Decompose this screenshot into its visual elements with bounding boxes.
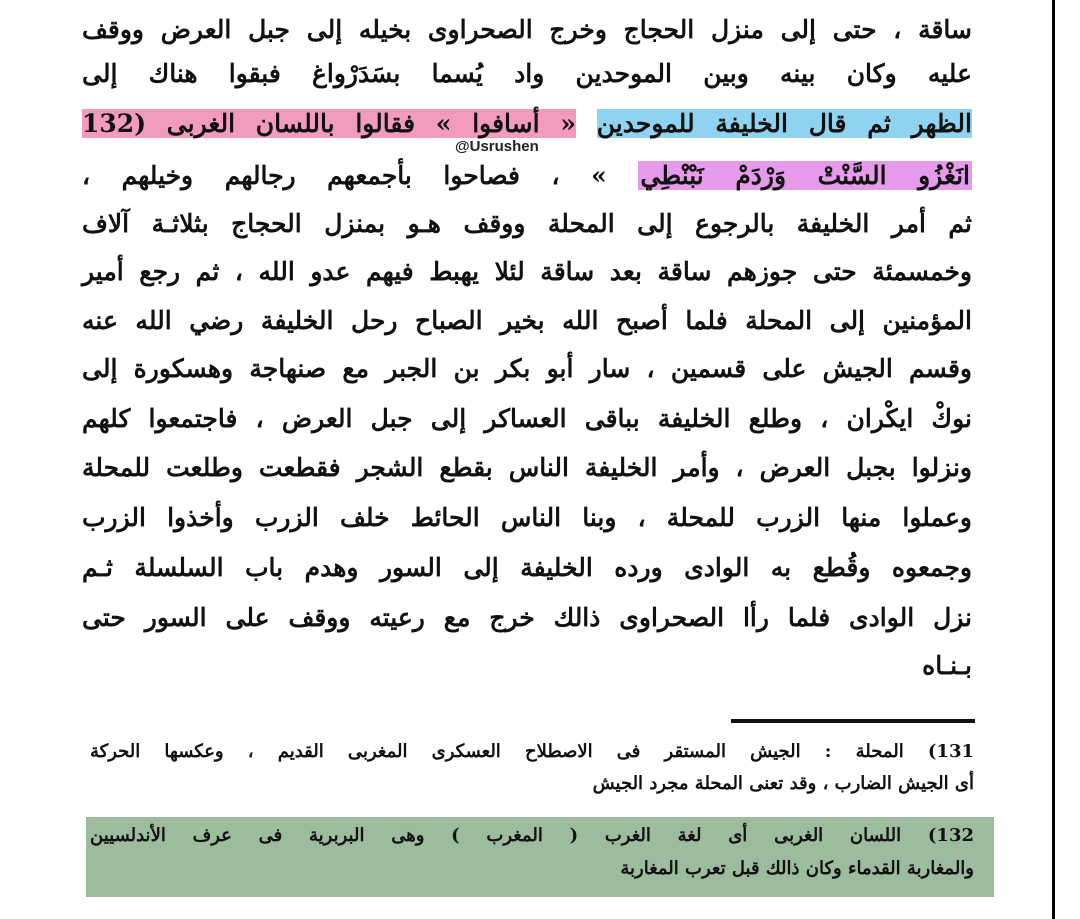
body-line-6: وخمسمئة حتى جوزهم ساقة بعد ساقة لئلا يهبط فيهم عدو الله ، ثم رجع أمير [82,257,972,286]
footnote-132-term: اللسان الغربى [774,825,902,846]
footnote-132-line-2: والمغاربة القدماء وكان ذالك قبل تعرب المغاربة [620,858,974,879]
body-line-13: نزل الوادى فلما رأا الصحراوى ذالك خرج مع رعيته ووقف على السور حتى [82,603,972,632]
footnote-132-line-1 [90,822,974,850]
footnote-131-line-1 [90,738,974,766]
body-line-8: وقسم الجيش على قسمين ، سار أبو بكر بن الجبر مع صنهاجة وهسكورة إلى [82,354,972,383]
footnote-132-number: 132) [927,825,974,846]
body-line-1: ساقة ، حتى إلى منزل الحجاج وخرج الصحراوى بخيله إلى جبل العرض ووقف [82,15,972,44]
body-line-5: ثم أمر الخليفة بالرجوع إلى المحلة ووقف هـو بمنزل الحجاج بثلاثـة آلاف [82,209,972,238]
body-line-2: عليه وكان بينه وبين الموحدين واد يُسما بسَدَرْواغ فبقوا هناك إلى [82,59,972,88]
footnote-131-term: المحلة : [824,741,904,762]
highlight-pink: « أسافوا » فقالوا باللسان الغربى (132 [82,109,576,138]
body-line-9: نوكْ ايكْران ، وطلع الخليفة بباقى العساكر إلى جبل العرض ، فاجتمعوا كلهم [82,404,972,433]
body-line-11: وعملوا منها الزرب للمحلة ، وبنا الناس الحائط خلف الزرب وأخذوا الزرب [82,503,972,532]
watermark-handle: @Usrushen [455,138,539,155]
right-border [1052,0,1055,919]
footnote-132-text-1: أى لغة الغرب ( المغرب ) وهى البربرية فى عرف الأندلسيين [90,825,748,846]
footnote-131-line-2: أى الجيش الضارب ، وقد تعنى المحلة مجرد الجيش [592,773,974,794]
body-line-12: وجمعوه وقُطع به الوادى ورده الخليفة إلى السور وهدم باب السلسلة ثـم [82,553,972,582]
footnote-131-number: 131) [927,741,974,762]
body-line-10: ونزلوا بجبل العرض ، وأمر الخليفة الناس بقطع الشجر فقطعت وطلعت للمحلة [82,453,972,482]
body-line-7: المؤمنين إلى المحلة فلما أصبح الله بخير الصباح رحل الخليفة رضي الله عنه [82,306,972,335]
body-line-14: بـنـاه [922,651,972,680]
body-line-4-rest: » ، فصاحوا بأجمعهم رجالهم وخيلهم ، [82,161,607,190]
body-line-4 [82,150,972,202]
highlight-blue: الظهر ثم قال الخليفة للموحدين [596,109,972,138]
highlight-violet: انَغْزُو السَّنْتْ وَرْدَمْ نَبْنْطِي [640,161,970,190]
footnote-131-text-1: الجيش المستقر فى الاصطلاح العسكرى المغربى القديم ، وعكسها الحركة [90,741,801,762]
footnote-separator [731,719,975,723]
